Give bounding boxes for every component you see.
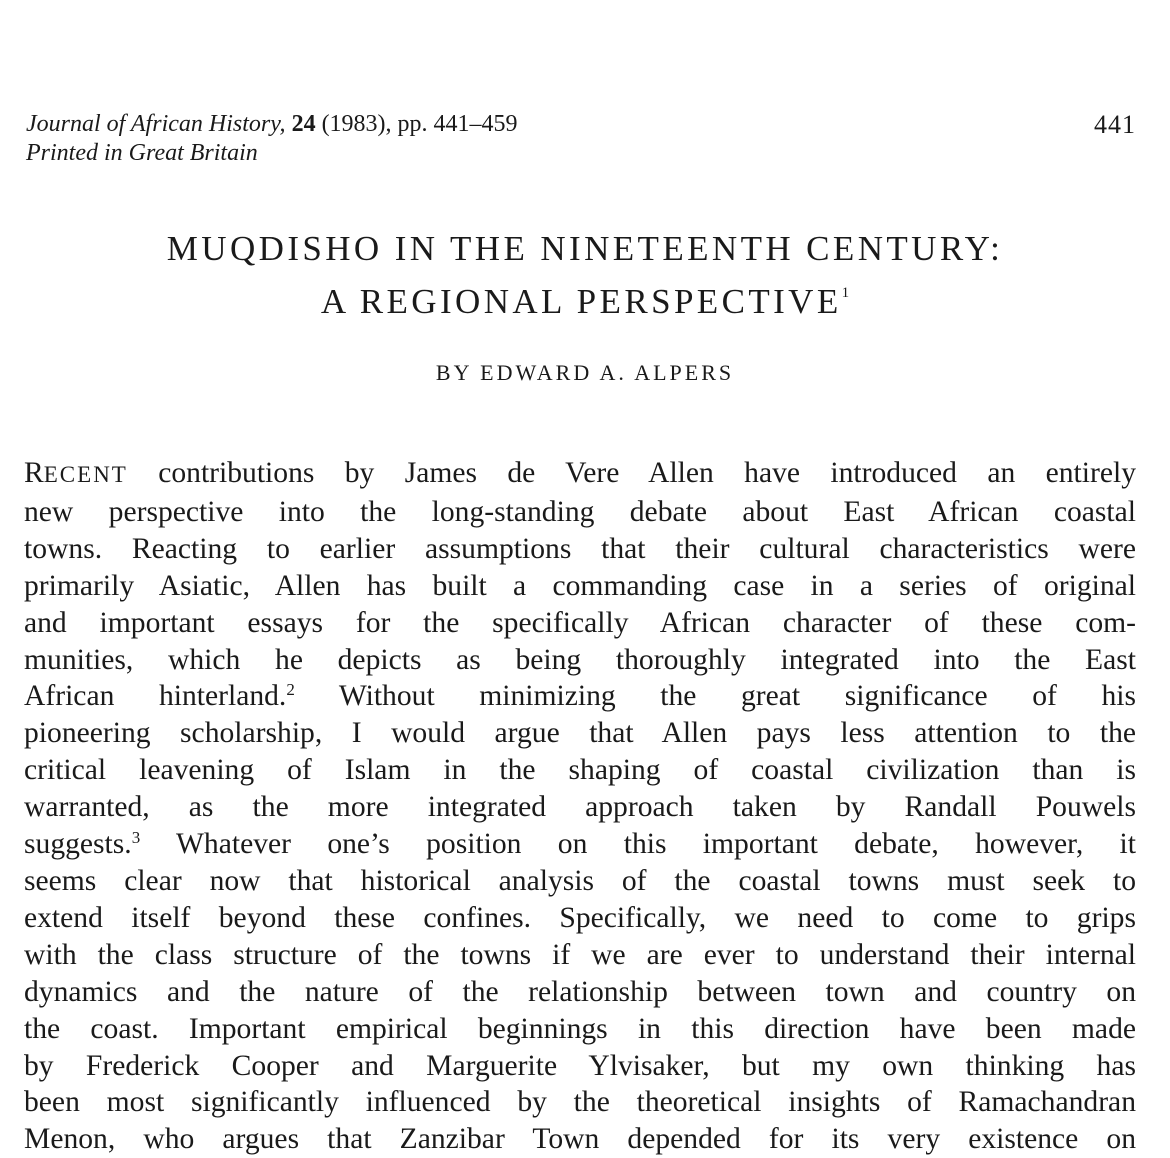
- body-line: [24, 455, 1136, 494]
- footnote-marker-2: 2: [286, 680, 295, 700]
- body-line: primarily Asiatic, Allen has built a commanding case in a series of original: [24, 569, 1136, 602]
- body-line-text: Whatever one’s position on this important debate, however, it: [140, 828, 1136, 861]
- body-line: towns. Reacting to earlier assumptions that their cultural characteristics were: [24, 532, 1136, 565]
- journal-citation: [26, 110, 518, 168]
- body-line: critical leavening of Islam in the shaping of coastal civilization than is: [24, 754, 1136, 787]
- body-line-text: suggests.: [24, 828, 132, 861]
- page-number: 441: [1094, 110, 1136, 139]
- body-line: dynamics and the nature of the relationship between town and country on: [24, 975, 1136, 1008]
- title-footnote-marker: 1: [841, 285, 850, 301]
- journal-issue-pages: (1983), pp. 441–459: [321, 111, 518, 137]
- printed-in: Printed in Great Britain: [26, 140, 258, 166]
- body-line: been most significantly influenced by the theoretical insights of Ramachandran: [24, 1086, 1136, 1119]
- body-line: [24, 826, 1136, 863]
- body-line: Menon, who argues that Zanzibar Town depended for its very existence on: [24, 1123, 1136, 1156]
- title-line-1: MUQDISHO IN THE NINETEENTH CENTURY:: [166, 229, 1004, 268]
- body-line-text: contributions by James de Vere Allen have introduced an entirely: [127, 457, 1136, 489]
- body-line: seems clear now that historical analysis of the coastal towns must seek to: [24, 864, 1136, 897]
- first-word-smallcaps: ECENT: [43, 462, 128, 487]
- body-line: [24, 678, 1136, 715]
- article-title: [0, 226, 1170, 324]
- article-body: [24, 455, 1136, 1158]
- drop-initial: R: [24, 457, 44, 489]
- author-byline: BY EDWARD A. ALPERS: [435, 360, 735, 385]
- body-line: and important essays for the specifically African character of these com-: [24, 606, 1136, 639]
- title-line-2-text: A REGIONAL PERSPECTIVE: [320, 282, 842, 321]
- body-line-text: Without minimizing the great significance of his: [294, 680, 1136, 713]
- body-line: pioneering scholarship, I would argue that Allen pays less attention to the: [24, 717, 1136, 750]
- body-line: munities, which he depicts as being thoroughly integrated into the East: [24, 643, 1136, 676]
- body-line: the coast. Important empirical beginnings in this direction have been made: [24, 1012, 1136, 1045]
- title-line-2: [0, 271, 1170, 324]
- journal-name: Journal of African History,: [26, 111, 286, 137]
- body-line-text: African hinterland.: [24, 680, 287, 713]
- journal-citation-line: [26, 110, 518, 139]
- body-line: warranted, as the more integrated approach taken by Randall Pouwels: [24, 791, 1136, 824]
- body-line: new perspective into the long-standing debate about East African coastal: [24, 495, 1136, 528]
- footnote-marker-3: 3: [131, 828, 141, 848]
- body-line: extend itself beyond these confines. Specifically, we need to come to grips: [24, 901, 1136, 934]
- body-line: with the class structure of the towns if we are ever to understand their internal: [24, 938, 1136, 971]
- body-line: by Frederick Cooper and Marguerite Ylvisaker, but my own thinking has: [24, 1049, 1136, 1082]
- journal-volume: 24: [291, 111, 316, 137]
